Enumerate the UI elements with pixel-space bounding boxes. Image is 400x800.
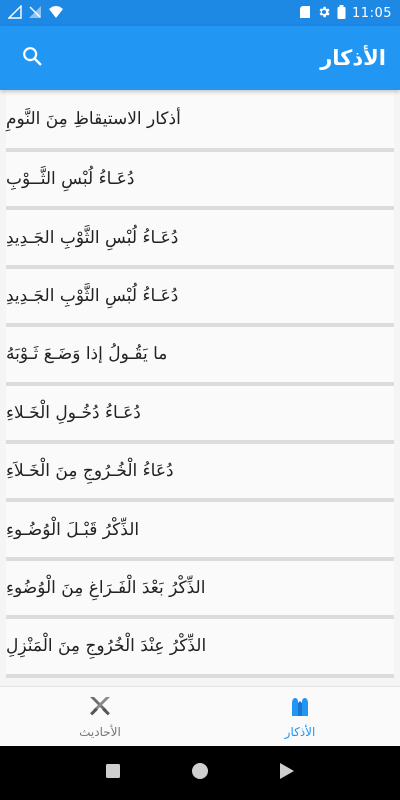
app-bar: [0, 26, 400, 90]
list-item-label: ما يَقُـولُ إذا وَضَـعَ ثَـوْبَهُ: [6, 344, 168, 365]
search-button[interactable]: [16, 42, 48, 74]
list-item-label: أذكار الاستيقاظِ مِنَ النَّومِ: [6, 109, 181, 129]
list-item[interactable]: [6, 444, 394, 502]
list-item[interactable]: [6, 561, 394, 619]
status-left-icons: [8, 4, 64, 23]
recents-square-icon: [105, 763, 121, 783]
list-item-label: دُعَـاءُ لُبْسِ الثَّوْبِ الجَـدِيدِ: [6, 227, 179, 248]
list-item[interactable]: [6, 386, 394, 444]
search-icon: [21, 45, 43, 71]
list-item-label: الذِّكْرُ بَعْدَ الْفَـرَاغِ مِنَ الْوُضُوءِ: [6, 577, 206, 598]
tab-ahadith-label: الأحاديث: [79, 724, 121, 739]
list-item[interactable]: [6, 152, 394, 210]
home-circle-icon: [191, 762, 209, 784]
list-item[interactable]: [6, 619, 394, 677]
system-navigation-bar: [0, 746, 400, 800]
no-signal-icon: [28, 4, 42, 23]
tab-adhkar-label: الأذكار: [284, 724, 316, 739]
recents-button[interactable]: [98, 758, 128, 788]
back-triangle-icon: [279, 762, 295, 784]
list-item[interactable]: [6, 90, 394, 152]
wifi-icon: [48, 4, 64, 23]
list-item-label: دُعَـاءُ دُخُـولِ الْخَـلاءِ: [6, 402, 141, 423]
tab-adhkar[interactable]: [200, 687, 400, 746]
bottom-navigation: [0, 686, 400, 746]
praying-hands-icon: [287, 695, 313, 721]
crossed-swords-icon: [87, 695, 113, 721]
list-item[interactable]: [6, 502, 394, 560]
list-item-label: دُعَـاءُ لُبْسِ الثَّــوْبِ: [6, 169, 135, 190]
page-title: الأذكار: [320, 46, 386, 70]
settings-gear-icon: [317, 4, 331, 23]
status-bar: [0, 0, 400, 26]
home-button[interactable]: [185, 758, 215, 788]
list-item-label: الذِّكْرُ قَبْـلَ الْوُضُـوءِ: [6, 519, 140, 540]
list-item-label: دُعَـاءُ لُبْسِ الثَّوْبِ الجَـدِيدِ: [6, 285, 179, 306]
list-item-label: دُعَاءُ الْخُـرُوجِ مِنَ الْخَـلاَءِ: [6, 461, 174, 482]
adhkar-list: [0, 90, 400, 686]
list-item[interactable]: [6, 327, 394, 385]
signal-strength-icon: [8, 4, 22, 23]
status-right-icons: [299, 4, 392, 23]
sd-card-icon: [299, 4, 311, 23]
list-item[interactable]: [6, 269, 394, 327]
back-button[interactable]: [272, 758, 302, 788]
tab-ahadith[interactable]: [0, 687, 200, 746]
status-time: 11:05: [352, 5, 392, 21]
list-item[interactable]: [6, 210, 394, 268]
list-item-label: الذِّكْرُ عِنْدَ الْخُرُوجِ مِنَ الْمَنْزِلِ: [6, 636, 207, 657]
battery-icon: [337, 4, 346, 23]
